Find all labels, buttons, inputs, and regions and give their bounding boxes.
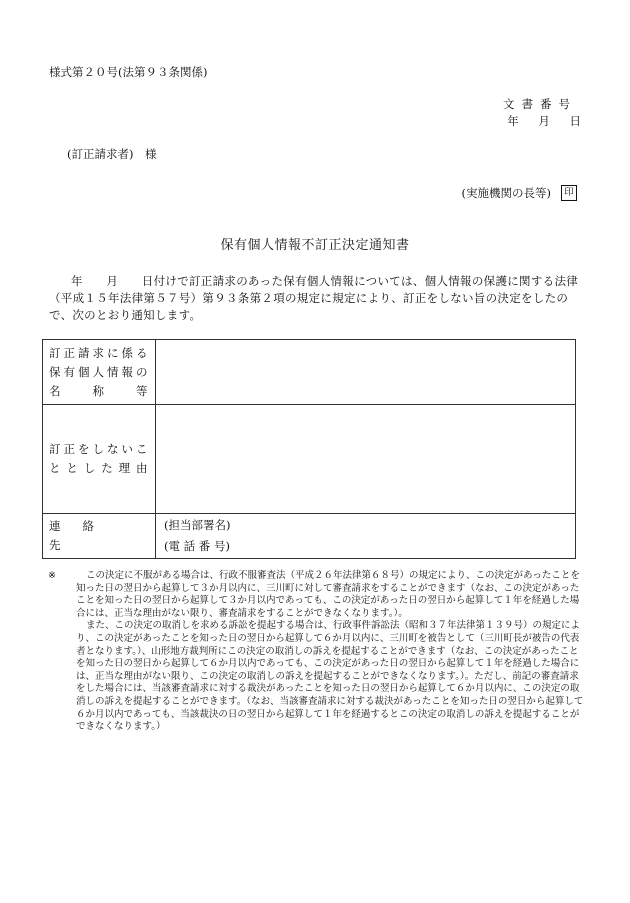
note-mark: ※ xyxy=(48,570,56,581)
record-name-label: 訂正請求に係る保有個人情報の名称等 xyxy=(43,340,156,405)
document-date: 年 月 日 xyxy=(507,114,581,128)
table-row xyxy=(43,405,576,514)
contact-label-text: 連絡先 xyxy=(49,519,116,552)
seal-box: 印 xyxy=(561,185,577,201)
notes xyxy=(48,570,584,734)
contact-label xyxy=(43,514,156,559)
sender-title: (実施機関の長等) xyxy=(461,186,551,200)
contact-phone: (電 話 番 号) xyxy=(164,539,230,553)
record-name-value xyxy=(156,340,576,405)
contact-value xyxy=(156,514,576,559)
info-table xyxy=(42,339,576,559)
contact-dept: (担当部署名) xyxy=(164,518,231,532)
note-paragraph-1: この決定に不服がある場合は、行政不服審査法（平成２６年法律第６８号）の規定により、この決定があったことを知った日の翌日から起算して３か月以内に、三川町に対して審査請求をすることができます（なお、この決定があったことを知った日の翌日から起算して３か月以内であっても、この決定があった日の翌日から起算して１年を経過した場合には、正当な理由がない限り、審査請求をすることができなくなります。）。 xyxy=(76,570,580,619)
note-paragraph-2: また、この決定の取消しを求める訴訟を提起する場合は、行政事件訴訟法（昭和３７年法律第１３９号）の規定により、この決定があったことを知った日の翌日から起算して６か月以内に、三川町を被告として（三川町長が被告の代表者となります。）、山形地方裁判所にこの決定の取消しの訴えを提起することができます（なお、この決定があったことを知った日の翌日から起算して６か月以内であっても、この決定があった日の翌日から起算して１年を経過した場合には、正当な理由がない限り、この決定の取消しの訴えを提起することができなくなります。）。ただし、前記の審査請求をした場合には、当該審査請求に対する裁決があったことを知った日の翌日から起算して６か月以内に、この決定の取消しの訴えを提起することができます。（なお、当該審査請求に対する裁決があったことを知った日の翌日から起算して６か月以内であっても、当該裁決の日の翌日から起算して１年を経過するとこの決定の取消しの訴えを提起することができなくなります。） xyxy=(76,620,584,733)
document-number: 文書番号 xyxy=(503,97,577,111)
table-row xyxy=(43,514,576,559)
reason-label: 訂正をしないこととした理由 xyxy=(43,405,156,514)
sender-block xyxy=(462,185,577,201)
reason-value xyxy=(156,405,576,514)
addressee: (訂正請求者) 様 xyxy=(67,147,157,161)
table-row xyxy=(43,340,576,405)
document-title: 保有個人情報不訂正決定通知書 xyxy=(220,238,410,253)
form-label: 様式第２０号(法第９３条関係) xyxy=(49,65,208,79)
notice-body: 年 月 日付けで訂正請求のあった保有個人情報については、個人情報の保護に関する法律（平成１５年法律第５７号）第９３条第２項の規定に規定により、訂正をしない旨の決定をしたので、次のとおり通知します。 xyxy=(49,274,579,322)
